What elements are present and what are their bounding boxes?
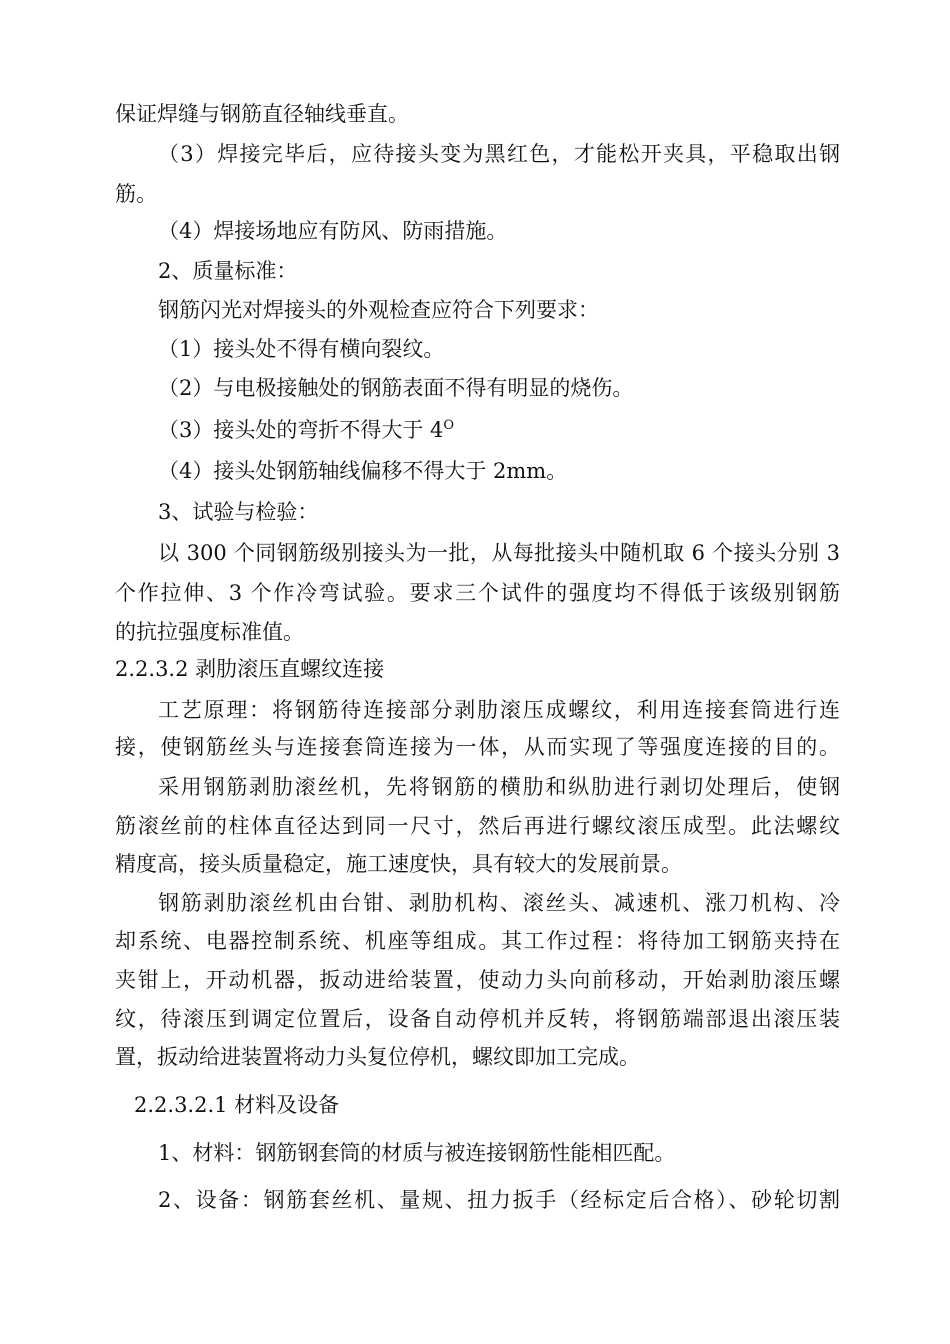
body-line: 个作拉伸、3 个作冷弯试验。要求三个试件的强度均不得低于该级别钢筋	[115, 581, 840, 605]
body-line: 精度高，接头质量稳定，施工速度快，具有较大的发展前景。	[115, 852, 682, 876]
list-item: （2）与电极接触处的钢筋表面不得有明显的烧伤。	[158, 376, 634, 400]
section-heading: 3、试验与检验：	[158, 500, 319, 524]
list-item	[158, 416, 840, 444]
degree-mark: O	[443, 418, 455, 433]
body-line: 工艺原理：将钢筋待连接部分剥肋滚压成螺纹，利用连接套筒进行连	[158, 698, 840, 722]
body-line: 筋。	[115, 182, 157, 206]
section-heading: 2、质量标准：	[158, 259, 298, 283]
body-line: 2、设备：钢筋套丝机、量规、扭力扳手（经标定后合格）、砂轮切割	[158, 1188, 840, 1212]
body-line: 1、材料：钢筋钢套筒的材质与被连接钢筋性能相匹配。	[158, 1141, 676, 1165]
list-item: （4）接头处钢筋轴线偏移不得大于 2mm。	[158, 459, 568, 483]
list-item: （3）焊接完毕后，应待接头变为黑红色，才能松开夹具，平稳取出钢	[158, 142, 840, 166]
body-line: 采用钢筋剥肋滚丝机，先将钢筋的横肋和纵肋进行剥切处理后，使钢	[158, 775, 840, 799]
body-line: 夹钳上，开动机器，扳动进给装置，使动力头向前移动，开始剥肋滚压螺	[115, 968, 840, 992]
body-line: 却系统、电器控制系统、机座等组成。其工作过程：将待加工钢筋夹持在	[115, 929, 840, 953]
body-line: 接，使钢筋丝头与连接套筒连接为一体，从而实现了等强度连接的目的。	[115, 735, 840, 759]
list-item: （4）焊接场地应有防风、防雨措施。	[158, 219, 508, 243]
list-item-text: （3）接头处的弯折不得大于 4	[158, 418, 444, 442]
body-line: 的抗拉强度标准值。	[115, 620, 304, 644]
list-item: （1）接头处不得有横向裂纹。	[158, 337, 445, 361]
body-line: 以 300 个同钢筋级别接头为一批，从每批接头中随机取 6 个接头分别 3	[158, 541, 840, 565]
body-line: 置，扳动给进装置将动力头复位停机，螺纹即加工完成。	[115, 1045, 640, 1069]
section-heading: 2.2.3.2.1 材料及设备	[134, 1093, 340, 1117]
body-line: 钢筋剥肋滚丝机由台钳、剥肋机构、滚丝头、减速机、涨刀机构、冷	[158, 891, 840, 915]
body-line: 保证焊缝与钢筋直径轴线垂直。	[115, 102, 409, 126]
body-line: 纹，待滚压到调定位置后，设备自动停机并反转，将钢筋端部退出滚压装	[115, 1007, 840, 1031]
body-line: 钢筋闪光对焊接头的外观检查应符合下列要求：	[158, 298, 599, 322]
section-heading: 2.2.3.2 剥肋滚压直螺纹连接	[115, 657, 385, 681]
body-line: 筋滚丝前的柱体直径达到同一尺寸，然后再进行螺纹滚压成型。此法螺纹	[115, 814, 840, 838]
